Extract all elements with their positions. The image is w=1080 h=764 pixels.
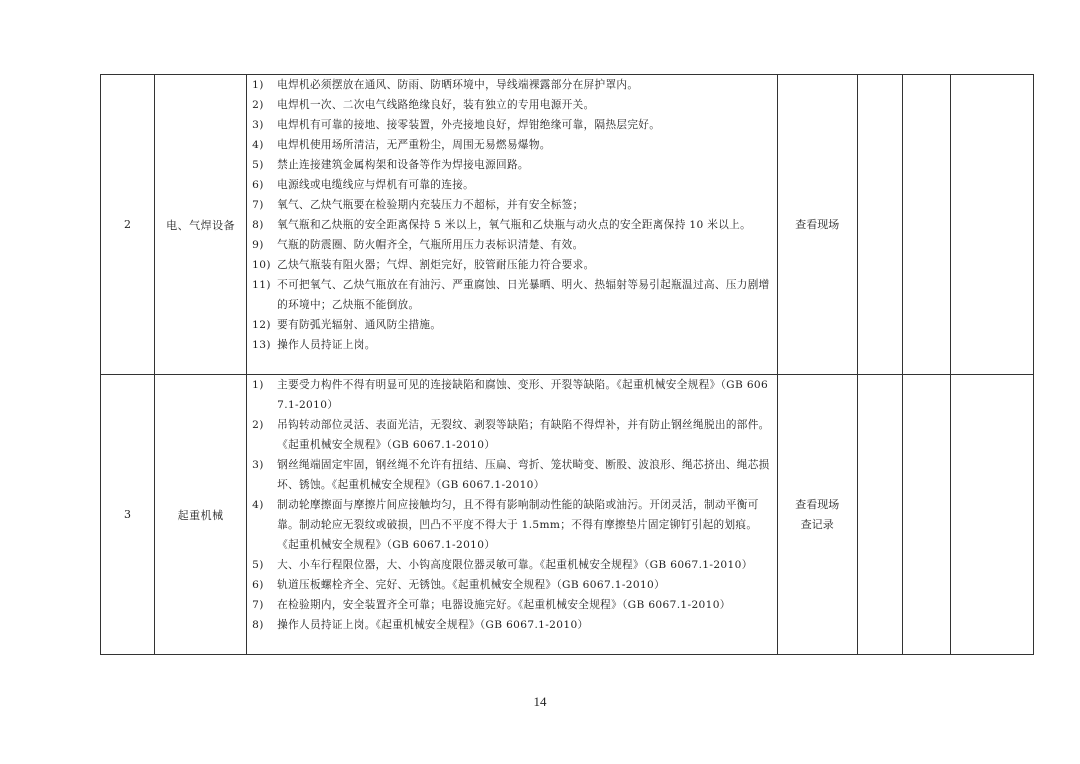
empty-cell	[902, 375, 950, 655]
item-number: 5)	[252, 159, 264, 171]
check-method-line: 查看现场	[795, 497, 840, 511]
list-item	[247, 415, 777, 455]
item-text: 电焊机使用场所清洁，无严重粉尘，周围无易燃易爆物。	[277, 139, 551, 151]
item-text: 氧气瓶和乙炔瓶的安全距离保持 5 米以上，氧气瓶和乙炔瓶与动火点的安全距离保持 10 米以上。	[277, 219, 752, 231]
item-number: 7)	[252, 599, 264, 611]
list-item	[247, 315, 777, 335]
empty-cell	[857, 75, 902, 375]
requirements-cell	[247, 375, 778, 655]
check-method	[777, 75, 857, 375]
item-text: 轨道压板螺栓齐全、完好、无锈蚀。《起重机械安全规程》（GB 6067.1-2010）	[277, 579, 666, 591]
item-text: 主要受力构件不得有明显可见的连接缺陷和腐蚀、变形、开裂等缺陷。《起重机械安全规程》（GB 6067.1-2010）	[277, 379, 769, 411]
list-item	[247, 595, 777, 615]
list-item	[247, 375, 777, 415]
requirements-cell	[247, 75, 778, 375]
table-row	[101, 75, 1034, 375]
item-number: 8)	[252, 619, 264, 631]
item-number: 1)	[252, 79, 264, 91]
item-text: 吊钩转动部位灵活、表面光洁，无裂纹、剥裂等缺陷；有缺陷不得焊补，并有防止钢丝绳脱出的部件。《起重机械安全规程》（GB 6067.1-2010）	[277, 419, 770, 451]
list-item	[247, 455, 777, 495]
list-item	[247, 95, 777, 115]
item-number: 4)	[252, 139, 264, 151]
item-number: 10)	[252, 259, 271, 271]
item-text: 钢丝绳端固定牢固，钢丝绳不允许有扭结、压扁、弯折、笼状畸变、断股、波浪形、绳芯挤出、绳芯损坏、锈蚀。《起重机械安全规程》（GB 6067.1-2010）	[277, 459, 770, 491]
item-number: 13)	[252, 339, 271, 351]
item-number: 2)	[252, 99, 264, 111]
item-text: 操作人员持证上岗。《起重机械安全规程》（GB 6067.1-2010）	[277, 619, 589, 631]
item-text: 电焊机有可靠的接地、接零装置，外壳接地良好，焊钳绝缘可靠，隔热层完好。	[277, 119, 661, 131]
item-text: 大、小车行程限位器，大、小钩高度限位器灵敏可靠。《起重机械安全规程》（GB 6067.1-2010）	[277, 559, 753, 571]
item-number: 5)	[252, 559, 264, 571]
list-item	[247, 175, 777, 195]
list-item	[247, 615, 777, 635]
item-text: 电焊机必须摆放在通风、防雨、防晒环境中，导线端裸露部分在屏护罩内。	[277, 79, 639, 91]
check-method-line: 查看现场	[795, 217, 840, 231]
table-row	[101, 375, 1034, 655]
list-item	[247, 75, 777, 95]
item-text: 氧气、乙炔气瓶要在检验期内充装压力不超标，并有安全标签；	[277, 199, 584, 211]
equipment-name: 起重机械	[155, 375, 247, 655]
empty-cell	[950, 75, 1033, 375]
item-text: 操作人员持证上岗。	[277, 339, 376, 351]
item-number: 3)	[252, 119, 264, 131]
item-number: 6)	[252, 579, 264, 591]
list-item	[247, 115, 777, 135]
item-number: 7)	[252, 199, 264, 211]
list-item	[247, 155, 777, 175]
item-text: 电焊机一次、二次电气线路绝缘良好，装有独立的专用电源开关。	[277, 99, 595, 111]
item-number: 6)	[252, 179, 264, 191]
list-item	[247, 275, 777, 315]
inspection-table	[100, 74, 1034, 655]
item-number: 12)	[252, 319, 271, 331]
list-item	[247, 215, 777, 235]
row-number: 2	[101, 75, 155, 375]
list-item	[247, 235, 777, 255]
list-item	[247, 195, 777, 215]
item-text: 要有防弧光辐射、通风防尘措施。	[277, 319, 442, 331]
list-item	[247, 335, 777, 355]
empty-cell	[950, 375, 1033, 655]
item-number: 2)	[252, 419, 264, 431]
list-item	[247, 575, 777, 595]
check-method	[777, 375, 857, 655]
item-number: 11)	[252, 279, 271, 291]
list-item	[247, 135, 777, 155]
list-item	[247, 555, 777, 575]
item-number: 3)	[252, 459, 264, 471]
empty-cell	[857, 375, 902, 655]
item-number: 9)	[252, 239, 264, 251]
empty-cell	[902, 75, 950, 375]
item-text: 电源线或电缆线应与焊机有可靠的连接。	[277, 179, 475, 191]
equipment-name: 电、气焊设备	[155, 75, 247, 375]
item-text: 禁止连接建筑金属构架和设备等作为焊接电源回路。	[277, 159, 529, 171]
item-text: 乙炔气瓶装有阻火器；气焊、割炬完好，胶管耐压能力符合要求。	[277, 259, 595, 271]
item-text: 不可把氧气、乙炔气瓶放在有油污、严重腐蚀、日光暴晒、明火、热辐射等易引起瓶温过高、压力剧增的环境中；乙炔瓶不能倒放。	[277, 279, 770, 311]
page-number: 14	[533, 694, 547, 709]
item-number: 8)	[252, 219, 264, 231]
item-text: 气瓶的防震圈、防火帽齐全，气瓶所用压力表标识清楚、有效。	[277, 239, 584, 251]
item-text: 制动轮摩擦面与摩擦片间应接触均匀，且不得有影响制动性能的缺陷或油污。开闭灵活，制动平衡可靠。制动轮应无裂纹或破损，凹凸不平度不得大于 1.5mm；不得有摩擦垫片固定铆钉引起的划痕。《起重机械安全规程》（GB 6067.1-2010）	[277, 499, 759, 551]
item-text: 在检验期内，安全装置齐全可靠；电器设施完好。《起重机械安全规程》（GB 6067.1-2010）	[277, 599, 731, 611]
list-item	[247, 255, 777, 275]
item-number: 1)	[252, 379, 264, 391]
item-number: 4)	[252, 499, 264, 511]
row-number: 3	[101, 375, 155, 655]
list-item	[247, 495, 777, 555]
check-method-line: 查记录	[800, 517, 834, 531]
